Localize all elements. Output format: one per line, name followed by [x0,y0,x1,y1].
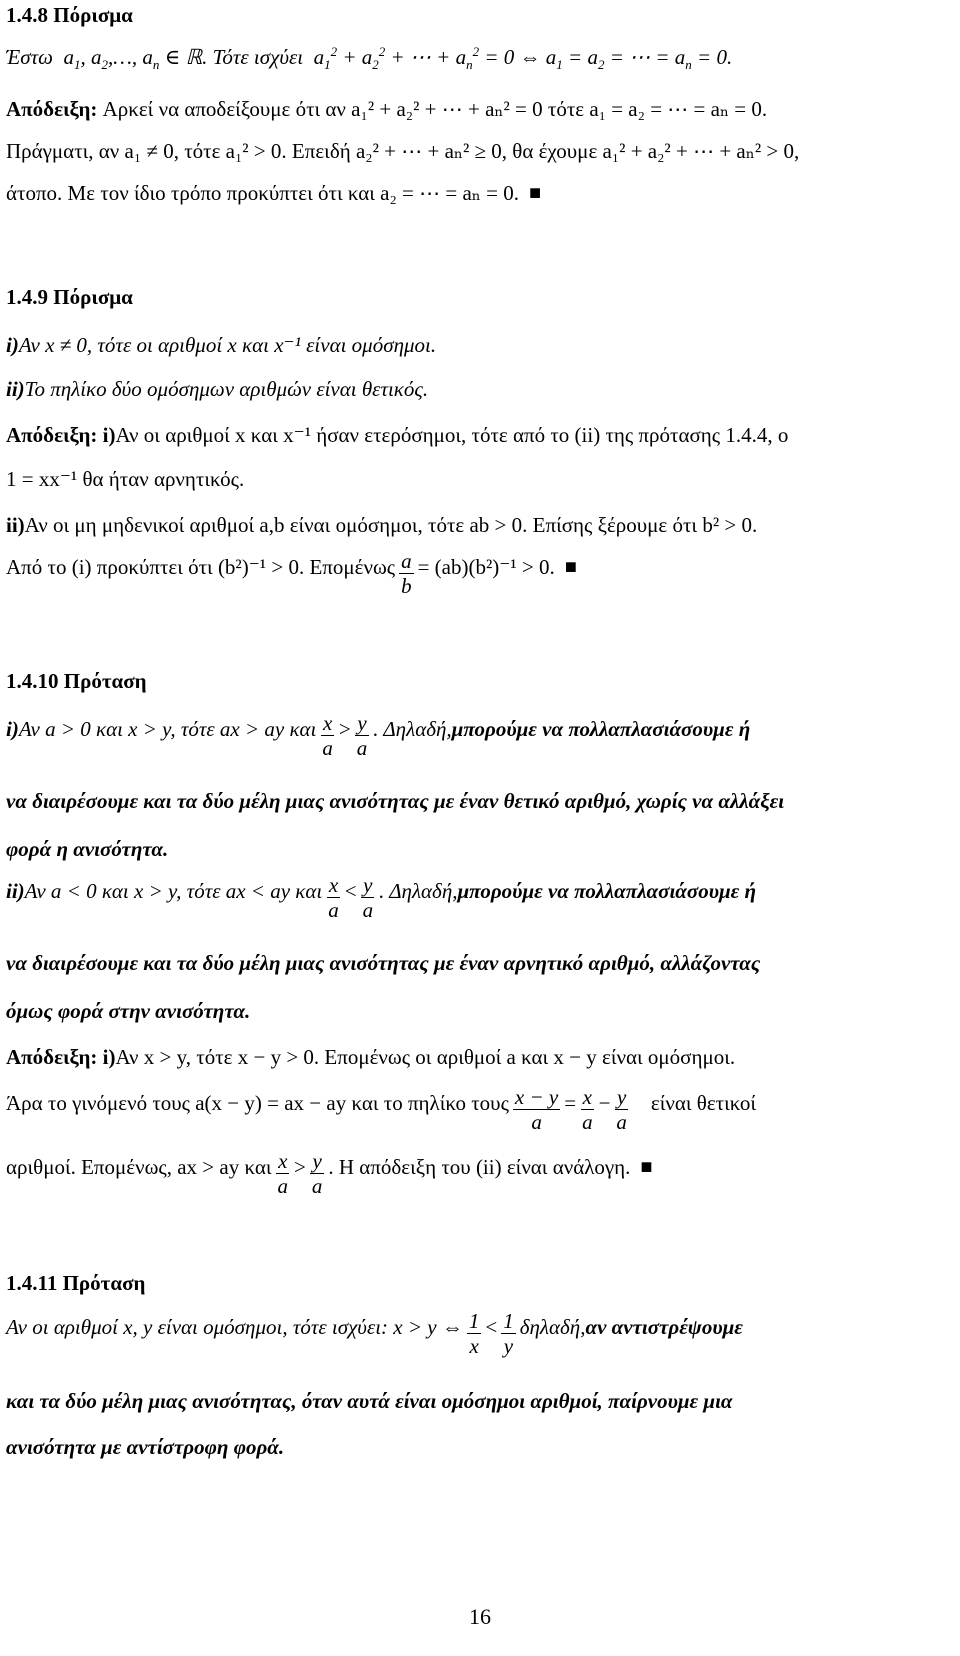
fraction-y-over-a [361,873,376,922]
fraction-y-over-a [355,711,370,760]
denominator: a [311,1174,323,1198]
item-ii-cont [6,936,954,976]
proof-text: Αν οι μη μηδενικοί αριθμοί a,b είναι ομόσημοι, τότε ab > 0. Επίσης ξέρουμε ότι b² > 0. [24,513,758,537]
statement-text: Αν οι αριθμοί x, y είναι ομόσημοι, τότε ισχύει: x > y ⇔ [6,1315,463,1339]
operator: = [564,1091,577,1115]
item-i [6,702,954,760]
section-title-1-4-10 [6,654,954,694]
item-label: ii) [6,879,25,903]
denominator: a [531,1110,542,1134]
proof-text: = (ab)(b²)⁻¹ > 0. [417,555,555,579]
numerator: 1 [468,1309,480,1333]
emphasis-text: να διαιρέσουμε και τα δύο μέλη μιας ανισότητας με έναν αρνητικό αριθμό, αλλάζοντας [6,951,761,975]
emphasis-text: φορά η ανισότητα. [6,837,169,861]
statement-text: Έστω $a_1$, $a_2,\dots$, $a_n$ ∈ ℝ. Τότε ισχύει $a_1^2 + a_2^2$ + ⋯ + $a_n^2 = 0$ ⇔ $a_1 = a_2$ = ⋯ = $a_n = 0$. [6,43,733,72]
item-text: Αν x ≠ 0, τότε οι αριθμοί x και x⁻¹ είναι ομόσημοι. [18,333,437,357]
item-ii-cont [6,984,954,1024]
operator: − [598,1091,611,1115]
proof-text: αριθμοί. Επομένως, ax > ay και [6,1155,272,1179]
emphasis-text: να διαιρέσουμε και τα δύο μέλη μιας ανισότητας με έναν θετικό αριθμό, χωρίς να αλλάξει [6,789,785,813]
emphasis-text: και τα δύο μέλη μιας ανισότητας, όταν αυτά είναι ομόσημοι αριθμοί, παίρνουμε μια [6,1389,733,1413]
proof-line-2 [6,124,954,164]
title-text: 1.4.9 Πόρισμα [6,285,133,309]
denominator: a [582,1110,593,1134]
numerator: x [322,711,333,735]
section-title-1-4-8 [6,0,954,28]
emphasis-text: όμως φορά στην ανισότητα. [6,999,251,1023]
statement-line-1 [6,1300,954,1358]
item-text: Το πηλίκο δύο ομόσημων αριθμών είναι θετικός. [24,377,429,401]
proof-text: Αρκεί να αποδείξουμε ότι αν a₁² + a₂² + ⋯ + aₙ² = 0 τότε a₁ = a₂ = ⋯ = aₙ = 0. [102,97,768,121]
numerator: y [616,1085,627,1109]
emphasis-text: μπορούμε να πολλαπλασιάσουμε ή [457,879,757,903]
statement-text: δηλαδή, [519,1315,586,1339]
fraction-a-over-b [399,549,414,598]
statement-line-2 [6,1374,954,1414]
emphasis-text: ανισότητα με αντίστροφη φορά. [6,1435,285,1459]
fraction-xy-over-a [513,1085,560,1134]
denominator: y [503,1334,514,1358]
denominator: a [356,736,368,760]
numerator: 1 [503,1309,514,1333]
proof-label: ii) [6,513,25,537]
numerator: x [582,1085,592,1109]
title-text: 1.4.8 Πόρισμα [6,3,133,27]
item-label: i) [6,717,19,741]
proof-line-1 [6,82,954,122]
title-text: 1.4.11 Πρόταση [6,1271,146,1295]
proof-line-2 [6,452,954,492]
proof-text: . Η απόδειξη του (ii) είναι ανάλογη. [328,1155,631,1179]
statement-line-3 [6,1420,954,1460]
proof-text: Άρα το γινόμενό τους a(x − y) = ax − ay και το πηλίκο τους [6,1091,509,1115]
fraction-x-over-a [326,873,341,922]
fraction-x-over-a [276,1149,291,1198]
item-label: ii) [6,377,25,401]
fraction-y-over-a [310,1149,325,1198]
item-i [6,318,954,358]
emphasis-text: μπορούμε να πολλαπλασιάσουμε ή [451,717,751,741]
item-text: . Δηλαδή, [379,879,458,903]
proof-text: Από το (i) προκύπτει ότι (b²)⁻¹ > 0. Επομένως [6,555,396,579]
numerator: x [328,873,339,897]
item-ii [6,362,954,402]
item-i-cont [6,774,954,814]
qed-mark: ■ [528,182,542,204]
denominator: a [362,898,374,922]
fraction-1-over-x [467,1309,482,1358]
proof-text: άτοπο. Με τον ίδιο τρόπο προκύπτει ότι και a₂ = ⋯ = aₙ = 0. [6,181,519,205]
numerator: x − y [514,1085,559,1109]
fraction-x-over-a [580,1085,595,1134]
section-title-1-4-9 [6,270,954,310]
operator: > [338,717,351,741]
fraction-1-over-y [501,1309,516,1358]
operator: < [344,879,357,903]
proof-line-4 [6,540,954,598]
page-number: 16 [469,1604,491,1629]
operator: > [294,1155,306,1179]
proof-label: Απόδειξη: i) [6,423,116,447]
proof-line-2 [6,1076,954,1134]
qed-mark: ■ [640,1156,653,1178]
section-title-1-4-11 [6,1256,954,1296]
denominator: a [277,1174,289,1198]
numerator: a [401,549,412,573]
statement-1-4-8 [6,38,954,78]
proof-text: Αν x > y, τότε x − y > 0. Επομένως οι αριθμοί a και x − y είναι ομόσημοι. [115,1045,736,1069]
operator: < [485,1315,498,1339]
denominator: a [616,1110,627,1134]
denominator: b [401,574,412,598]
denominator: x [469,1334,479,1358]
denominator: a [322,736,333,760]
item-ii [6,864,954,922]
emphasis-text: αν αντιστρέψουμε [585,1315,743,1339]
fraction-y-over-a [614,1085,629,1134]
proof-label: Απόδειξη: i) [6,1045,116,1069]
proof-text: Πράγματι, αν a₁ ≠ 0, τότε a₁² > 0. Επειδή a₂² + ⋯ + aₙ² ≥ 0, θα έχουμε a₁² + a₂² + ⋯ + aₙ² > 0, [6,139,800,163]
numerator: y [312,1149,322,1173]
qed-mark: ■ [564,556,577,578]
title-text: 1.4.10 Πρόταση [6,669,147,693]
item-text: Αν a < 0 και x > y, τότε ax < ay και [24,879,323,903]
fraction-x-over-a [320,711,335,760]
item-label: i) [6,333,19,357]
proof-line-3 [6,166,954,206]
item-text: Αν a > 0 και x > y, τότε ax > ay και [18,717,317,741]
item-i-cont [6,822,954,862]
denominator: a [328,898,339,922]
numerator: y [357,711,367,735]
numerator: x [278,1149,288,1173]
proof-line-1 [6,408,954,448]
proof-label: Απόδειξη: [6,97,98,121]
numerator: y [363,873,373,897]
proof-text: Αν οι αριθμοί x και x⁻¹ ήσαν ετερόσημοι, τότε από το (ii) της πρότασης 1.4.4, ο [115,423,789,447]
item-text: . Δηλαδή, [373,717,452,741]
proof-text: είναι θετικοί [650,1091,757,1115]
proof-text: 1 = xx⁻¹ θα ήταν αρνητικός. [6,467,245,491]
proof-line-3 [6,498,954,538]
proof-line-3 [6,1140,954,1198]
proof-line-1 [6,1030,954,1070]
